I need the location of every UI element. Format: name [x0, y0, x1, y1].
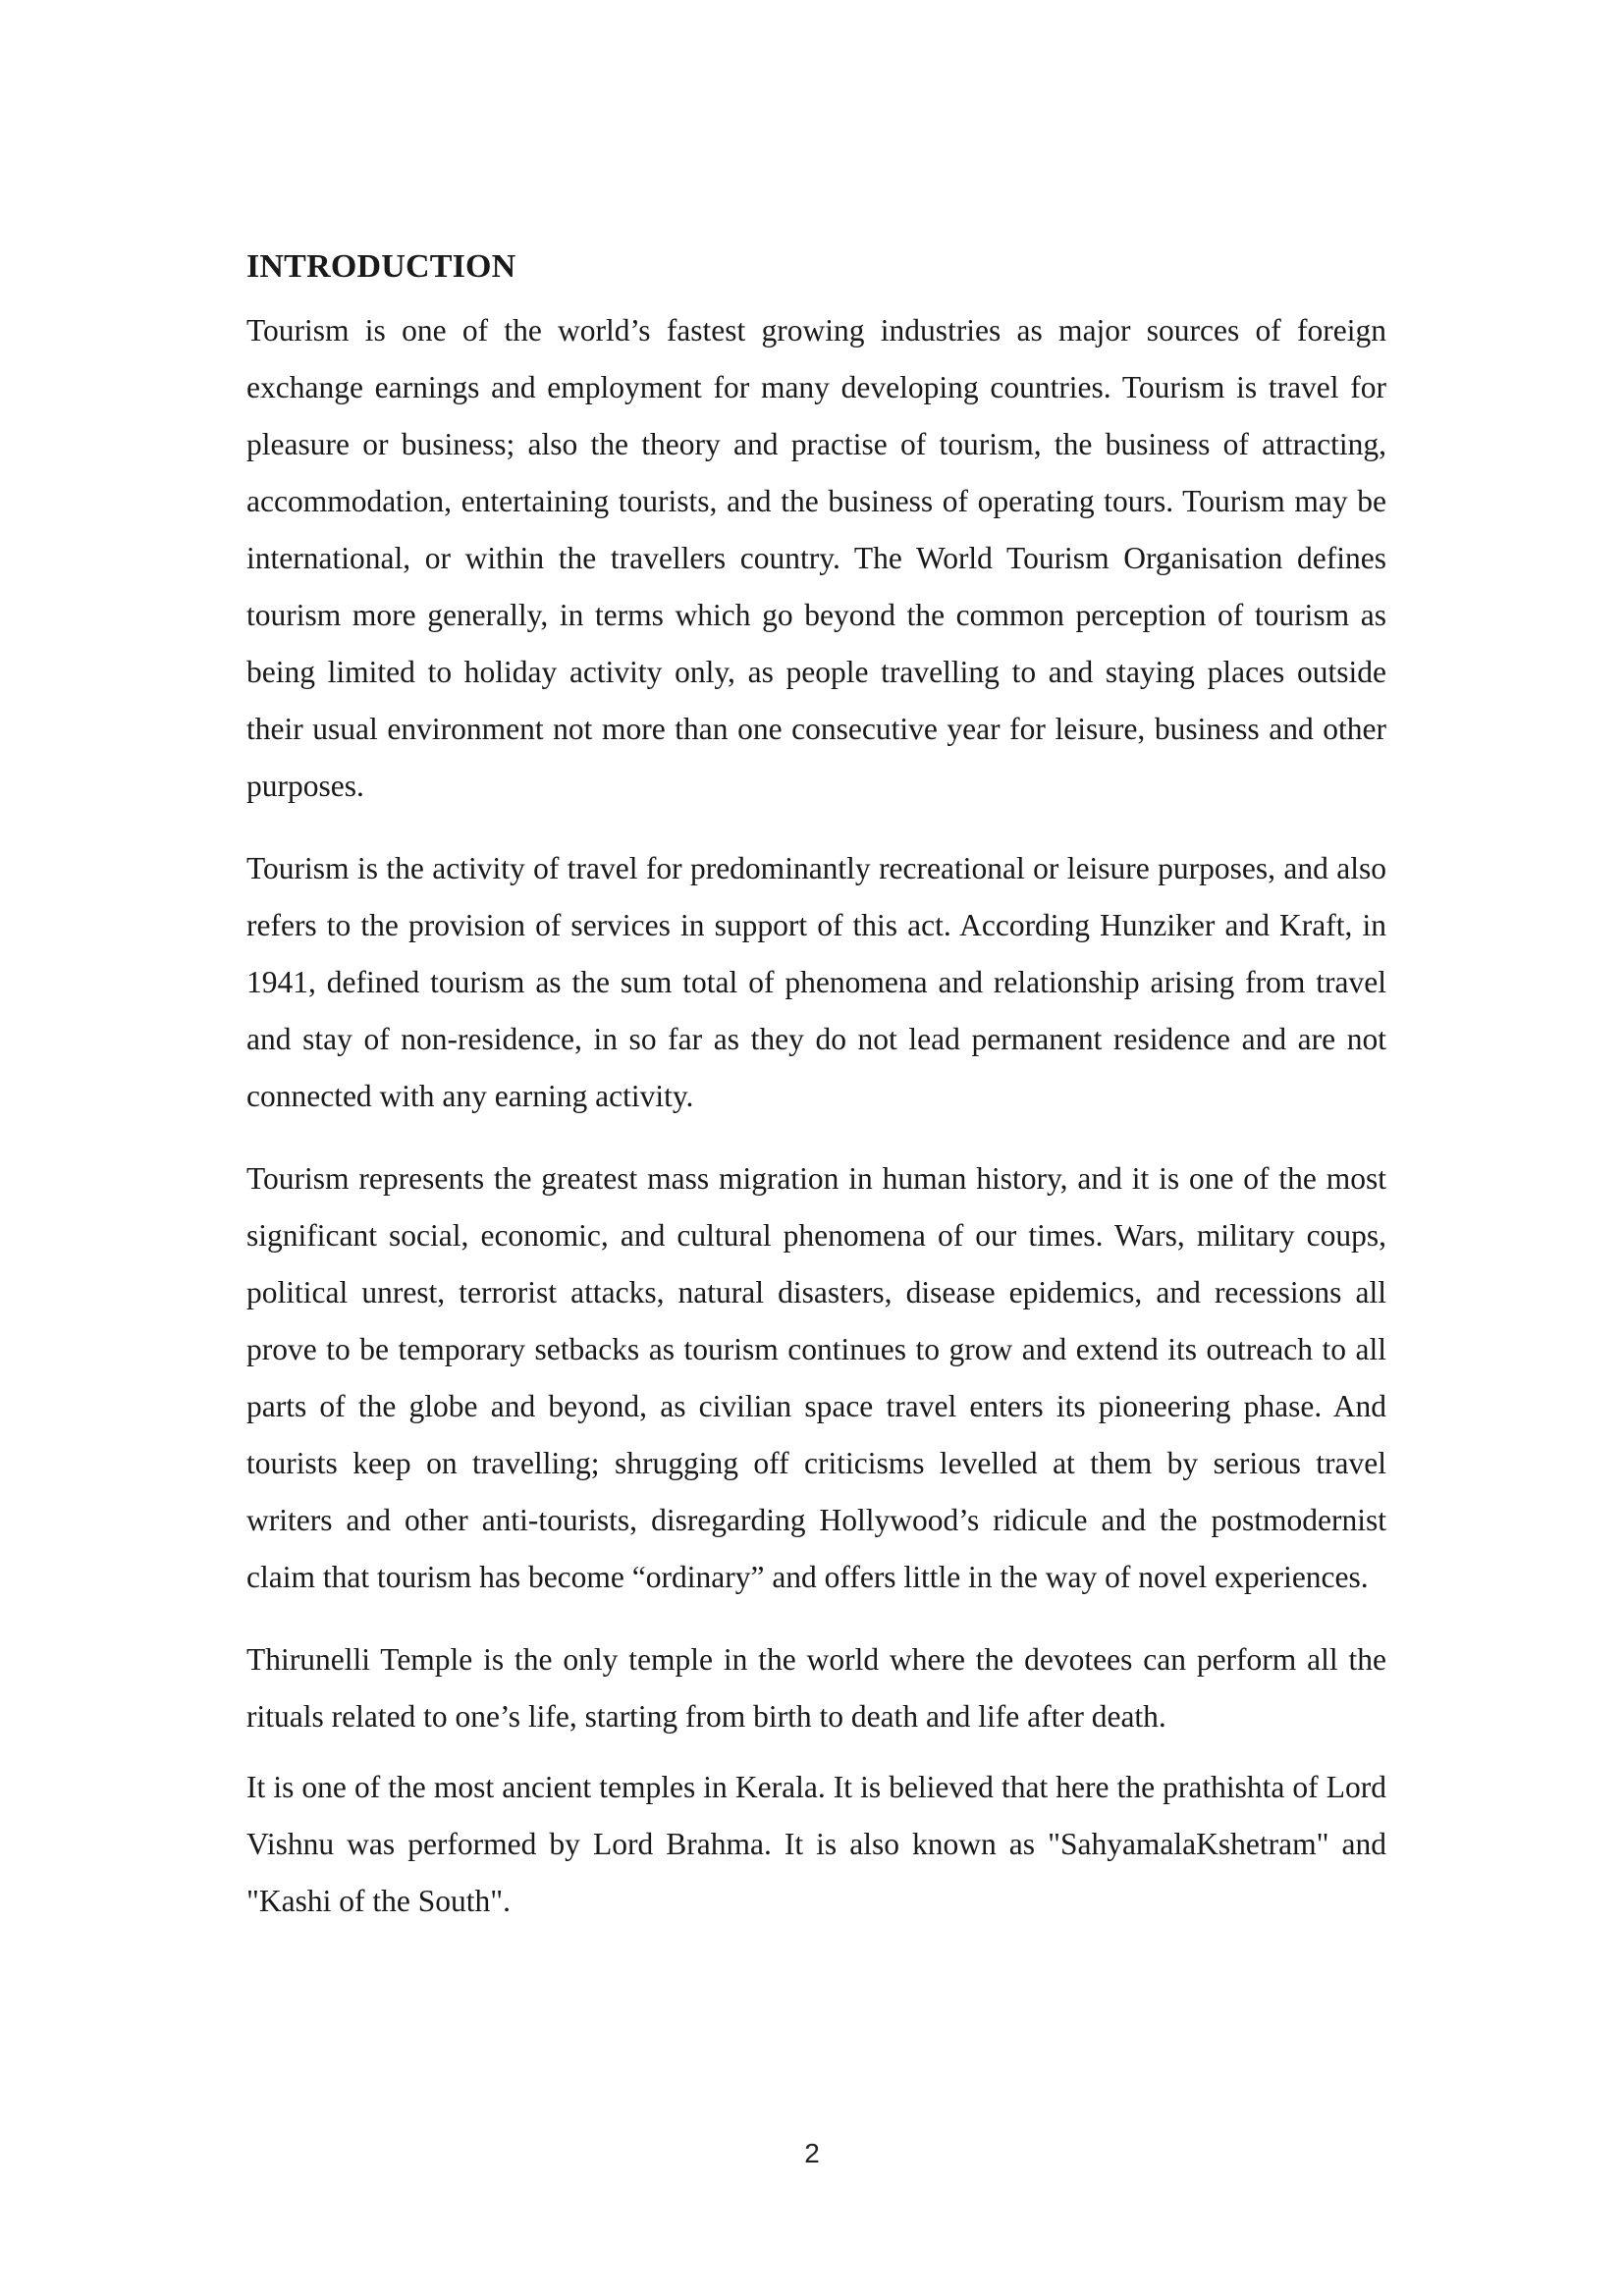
- page-content: [246, 243, 1386, 1955]
- section-heading: INTRODUCTION: [246, 248, 516, 285]
- page-number: 2: [804, 2138, 820, 2168]
- paragraph-ancient-temple: It is one of the most ancient temples in Kerala. It is believed that here the prathishta of Lord Vishnu was performed by Lord Brahma. It is also known as "SahyamalaKshetram" and "Kashi of the South".: [246, 1770, 1386, 1918]
- paragraph-thirunelli-temple: Thirunelli Temple is the only temple in the world where the devotees can perform all the rituals related to one’s life, starting from birth to death and life after death.: [246, 1642, 1386, 1734]
- paragraph-tourism-activity: Tourism is the activity of travel for predominantly recreational or leisure purposes, and also refers to the provision of services in support of this act. According Hunziker and Kraft, in 1941, defined tourism as the sum total of phenomena and relationship arising from travel and stay of non-residence, in so far as they do not lead permanent residence and are not connected with any earning activity.: [246, 851, 1386, 1113]
- paragraph-tourism-definition: Tourism is one of the world’s fastest growing industries as major sources of foreign exchange earnings and employment for many developing countries. Tourism is travel for pleasure or business; also the theory and practise of tourism, the business of attracting, accommodation, entertaining tourists, and the business of operating tours. Tourism may be international, or within the travellers country. The World Tourism Organisation defines tourism more generally, in terms which go beyond the common perception of tourism as being limited to holiday activity only, as people travelling to and staying places outside their usual environment not more than one consecutive year for leisure, business and other purposes.: [246, 313, 1386, 803]
- paragraph-mass-migration: Tourism represents the greatest mass migration in human history, and it is one of the most significant social, economic, and cultural phenomena of our times. Wars, military coups, political unrest, terrorist attacks, natural disasters, disease epidemics, and recessions all prove to be temporary setbacks as tourism continues to grow and extend its outreach to all parts of the globe and beyond, as civilian space travel enters its pioneering phase. And tourists keep on travelling; shrugging off criticisms levelled at them by serious travel writers and other anti-tourists, disregarding Hollywood’s ridicule and the postmodernist claim that tourism has become “ordinary” and offers little in the way of novel experiences.: [246, 1161, 1386, 1594]
